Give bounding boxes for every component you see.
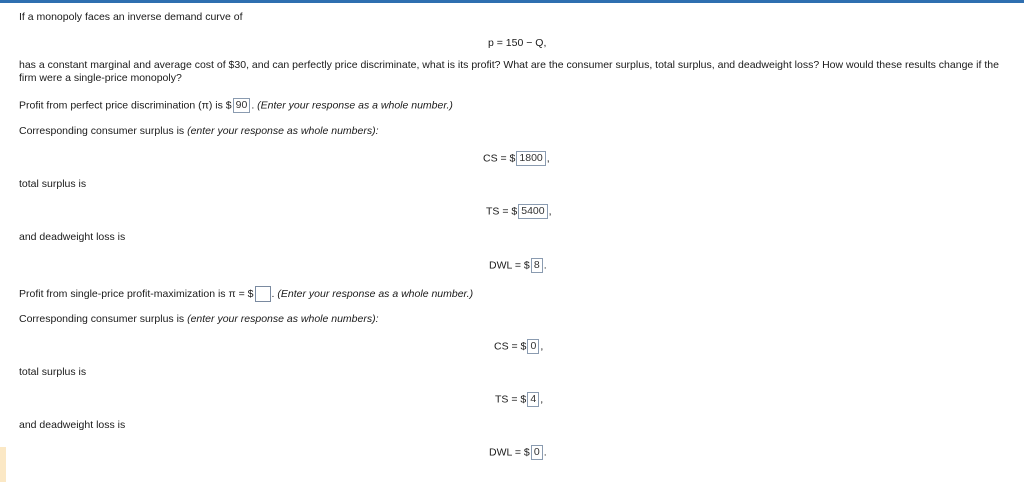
punct-comma: , bbox=[546, 152, 550, 165]
punct-period: . bbox=[543, 259, 547, 272]
ppd-dwl-label: and deadweight loss is bbox=[19, 231, 126, 243]
ppd-dwl-prefix: DWL = $ bbox=[489, 259, 530, 272]
sp-dwl-line bbox=[489, 445, 547, 460]
sp-profit-prefix: Profit from single-price profit-maximization is π = $ bbox=[19, 287, 254, 300]
ppd-cs-line bbox=[483, 151, 550, 166]
question-body: has a constant marginal and average cost of $30, and can perfectly price discriminate, what is its profit? What are the consumer surplus, total surplus, and deadweight loss? How would these results change if the firm were a single-price monopoly? bbox=[19, 59, 999, 84]
punct-period: . bbox=[543, 446, 547, 459]
sp-profit-line bbox=[19, 286, 473, 302]
ppd-cs-label bbox=[19, 125, 379, 138]
sp-ts-line bbox=[495, 392, 543, 407]
ppd-cs-prefix: CS = $ bbox=[483, 152, 516, 165]
ppd-profit-input[interactable]: 90 bbox=[233, 98, 251, 113]
demand-equation: p = 150 − Q, bbox=[488, 37, 547, 49]
left-highlight-strip bbox=[0, 447, 6, 482]
punct-period: . bbox=[251, 99, 255, 112]
ppd-profit-hint: (Enter your response as a whole number.) bbox=[257, 99, 453, 112]
sp-cs-label bbox=[19, 313, 379, 326]
sp-dwl-input[interactable]: 0 bbox=[531, 445, 543, 460]
question-intro: If a monopoly faces an inverse demand curve of bbox=[19, 11, 243, 23]
ppd-profit-line bbox=[19, 98, 453, 113]
ppd-ts-label: total surplus is bbox=[19, 178, 87, 190]
ppd-cs-input[interactable]: 1800 bbox=[516, 151, 545, 166]
punct-comma: , bbox=[548, 205, 552, 218]
sp-cs-prefix: CS = $ bbox=[494, 340, 527, 353]
sp-ts-input[interactable]: 4 bbox=[527, 392, 539, 407]
ppd-ts-line bbox=[486, 204, 552, 219]
sp-ts-prefix: TS = $ bbox=[495, 393, 527, 406]
sp-ts-label: total surplus is bbox=[19, 366, 87, 378]
sp-cs-line bbox=[494, 339, 543, 354]
sp-dwl-prefix: DWL = $ bbox=[489, 446, 530, 459]
sp-dwl-label: and deadweight loss is bbox=[19, 419, 126, 431]
ppd-cs-label-prefix: Corresponding consumer surplus is bbox=[19, 125, 185, 137]
ppd-profit-prefix: Profit from perfect price discrimination (π) is $ bbox=[19, 99, 232, 112]
ppd-dwl-line bbox=[489, 258, 547, 273]
punct-comma: , bbox=[540, 340, 544, 353]
sp-cs-label-hint: (enter your response as whole numbers): bbox=[187, 313, 379, 325]
top-accent-bar bbox=[0, 0, 1024, 3]
sp-profit-input[interactable] bbox=[255, 286, 271, 302]
ppd-cs-label-hint: (enter your response as whole numbers): bbox=[187, 125, 379, 137]
sp-cs-input[interactable]: 0 bbox=[527, 339, 539, 354]
sp-cs-label-prefix: Corresponding consumer surplus is bbox=[19, 313, 185, 325]
sp-profit-hint: (Enter your response as a whole number.) bbox=[277, 287, 474, 300]
ppd-ts-input[interactable]: 5400 bbox=[518, 204, 547, 219]
ppd-dwl-input[interactable]: 8 bbox=[531, 258, 543, 273]
punct-period: . bbox=[271, 287, 275, 300]
ppd-ts-prefix: TS = $ bbox=[486, 205, 518, 218]
punct-comma: , bbox=[540, 393, 544, 406]
